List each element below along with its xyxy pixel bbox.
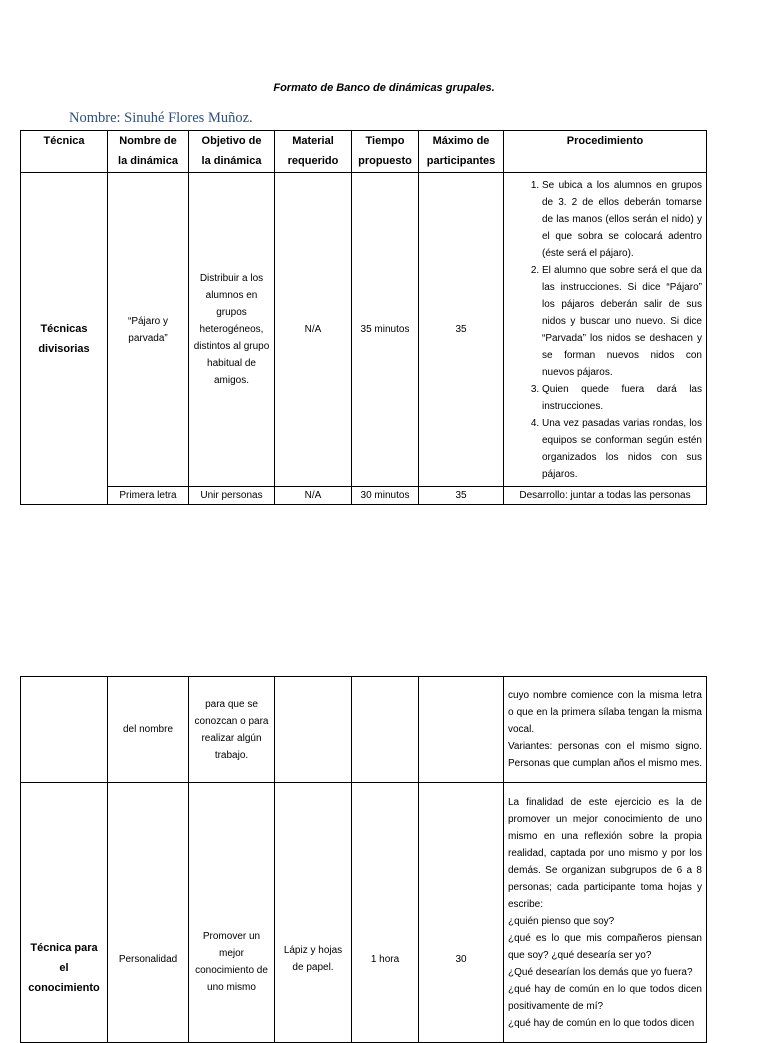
procedure-text: ¿quién pienso que soy? — [508, 915, 615, 927]
table-row — [21, 783, 707, 1043]
table-row — [21, 173, 707, 487]
header-tecnica: Técnica — [21, 131, 108, 173]
cell-tiempo: 35 minutos — [352, 173, 419, 487]
procedure-step: 4. Una vez pasadas varias rondas, los equipos se conforman según estén organizados los nidos con sus pájaros. — [542, 415, 702, 483]
cell-procedimiento — [504, 783, 707, 1043]
cell-nombre: “Pájaro y parvada” — [108, 173, 189, 487]
procedure-step: 3. Quien quede fuera dará las instrucciones. — [542, 381, 702, 415]
cell-nombre: Primera letra — [108, 487, 189, 505]
cell-objetivo: Promover un mejor conocimiento de uno mismo — [189, 783, 275, 1043]
cell-tecnica: Técnica para el conocimiento — [21, 783, 108, 1043]
cell-procedimiento: Desarrollo: juntar a todas las personas — [504, 487, 707, 505]
cell-material: Lápiz y hojas de papel. — [275, 783, 352, 1043]
procedure-step: 2. El alumno que sobre será el que da las instrucciones. Si dice “Pájaro” los pájaros deberán salir de sus nidos y buscar uno nuevo. Si dice “Parvada” los nidos se deshacen y se forman nuevos nidos con nuevos pájaros. — [542, 262, 702, 381]
cell-maximo: 35 — [419, 487, 504, 505]
header-material: Material requerido — [275, 131, 352, 173]
cell-tecnica — [21, 677, 108, 783]
dynamics-table-page2 — [20, 676, 707, 1043]
procedure-text: cuyo nombre comience con la misma letra o que en la primera sílaba tengan la misma vocal. — [508, 690, 702, 735]
procedure-text: La finalidad de este ejercicio es la de promover un mejor conocimiento de uno mismo en una reflexión sobre la propia realidad, captada por uno mismo y por los demás. Se organizan subgrupos de 6 a 8 personas; cada participante toma hojas y escribe: — [508, 796, 702, 910]
header-objetivo: Objetivo de la dinámica — [189, 131, 275, 173]
author-name-line: Nombre: Sinuhé Flores Muñoz. — [69, 110, 253, 126]
cell-maximo: 35 — [419, 173, 504, 487]
cell-nombre: del nombre — [108, 677, 189, 783]
procedure-text: ¿Qué desearían los demás que yo fuera? — [508, 966, 693, 978]
cell-tiempo: 30 minutos — [352, 487, 419, 505]
cell-maximo: 30 — [419, 783, 504, 1043]
cell-tecnica: Técnicas divisorias — [21, 173, 108, 505]
header-procedimiento: Procedimiento — [504, 131, 707, 173]
procedure-step: 1. Se ubica a los alumnos en grupos de 3. 2 de ellos deberán tomarse de las manos (ellos serán el nido) y el que sobra se colocará adentro (éste será el pájaro). — [542, 177, 702, 262]
cell-maximo — [419, 677, 504, 783]
table-row — [21, 677, 707, 783]
cell-material: N/A — [275, 487, 352, 505]
procedure-text: ¿qué hay de común en lo que todos dicen — [508, 1017, 695, 1029]
cell-objetivo: Unir personas — [189, 487, 275, 505]
table-header-row — [21, 131, 707, 173]
cell-nombre: Personalidad — [108, 783, 189, 1043]
cell-objetivo: para que se conozcan o para realizar algún trabajo. — [189, 677, 275, 783]
document-title: Formato de Banco de dinámicas grupales. — [273, 82, 495, 94]
header-maximo: Máximo de participantes — [419, 131, 504, 173]
header-nombre: Nombre de la dinámica — [108, 131, 189, 173]
procedure-steps-list — [508, 177, 702, 483]
dynamics-table-page1 — [20, 130, 707, 505]
cell-procedimiento — [504, 173, 707, 487]
procedure-text: ¿qué hay de común en lo que todos dicen positivamente de mí? — [508, 983, 702, 1012]
cell-procedimiento — [504, 677, 707, 783]
procedure-text: Variantes: personas con el mismo signo. Personas que cumplan años el mismo mes. — [508, 741, 702, 769]
table-row — [21, 487, 707, 505]
procedure-text: ¿qué es lo que mis compañeros piensan que soy? ¿qué desearía ser yo? — [508, 932, 702, 961]
cell-tiempo — [352, 677, 419, 783]
cell-tiempo: 1 hora — [352, 783, 419, 1043]
cell-material: N/A — [275, 173, 352, 487]
header-tiempo: Tiempo propuesto — [352, 131, 419, 173]
cell-material — [275, 677, 352, 783]
cell-objetivo: Distribuir a los alumnos en grupos heterogéneos, distintos al grupo habitual de amigos. — [189, 173, 275, 487]
